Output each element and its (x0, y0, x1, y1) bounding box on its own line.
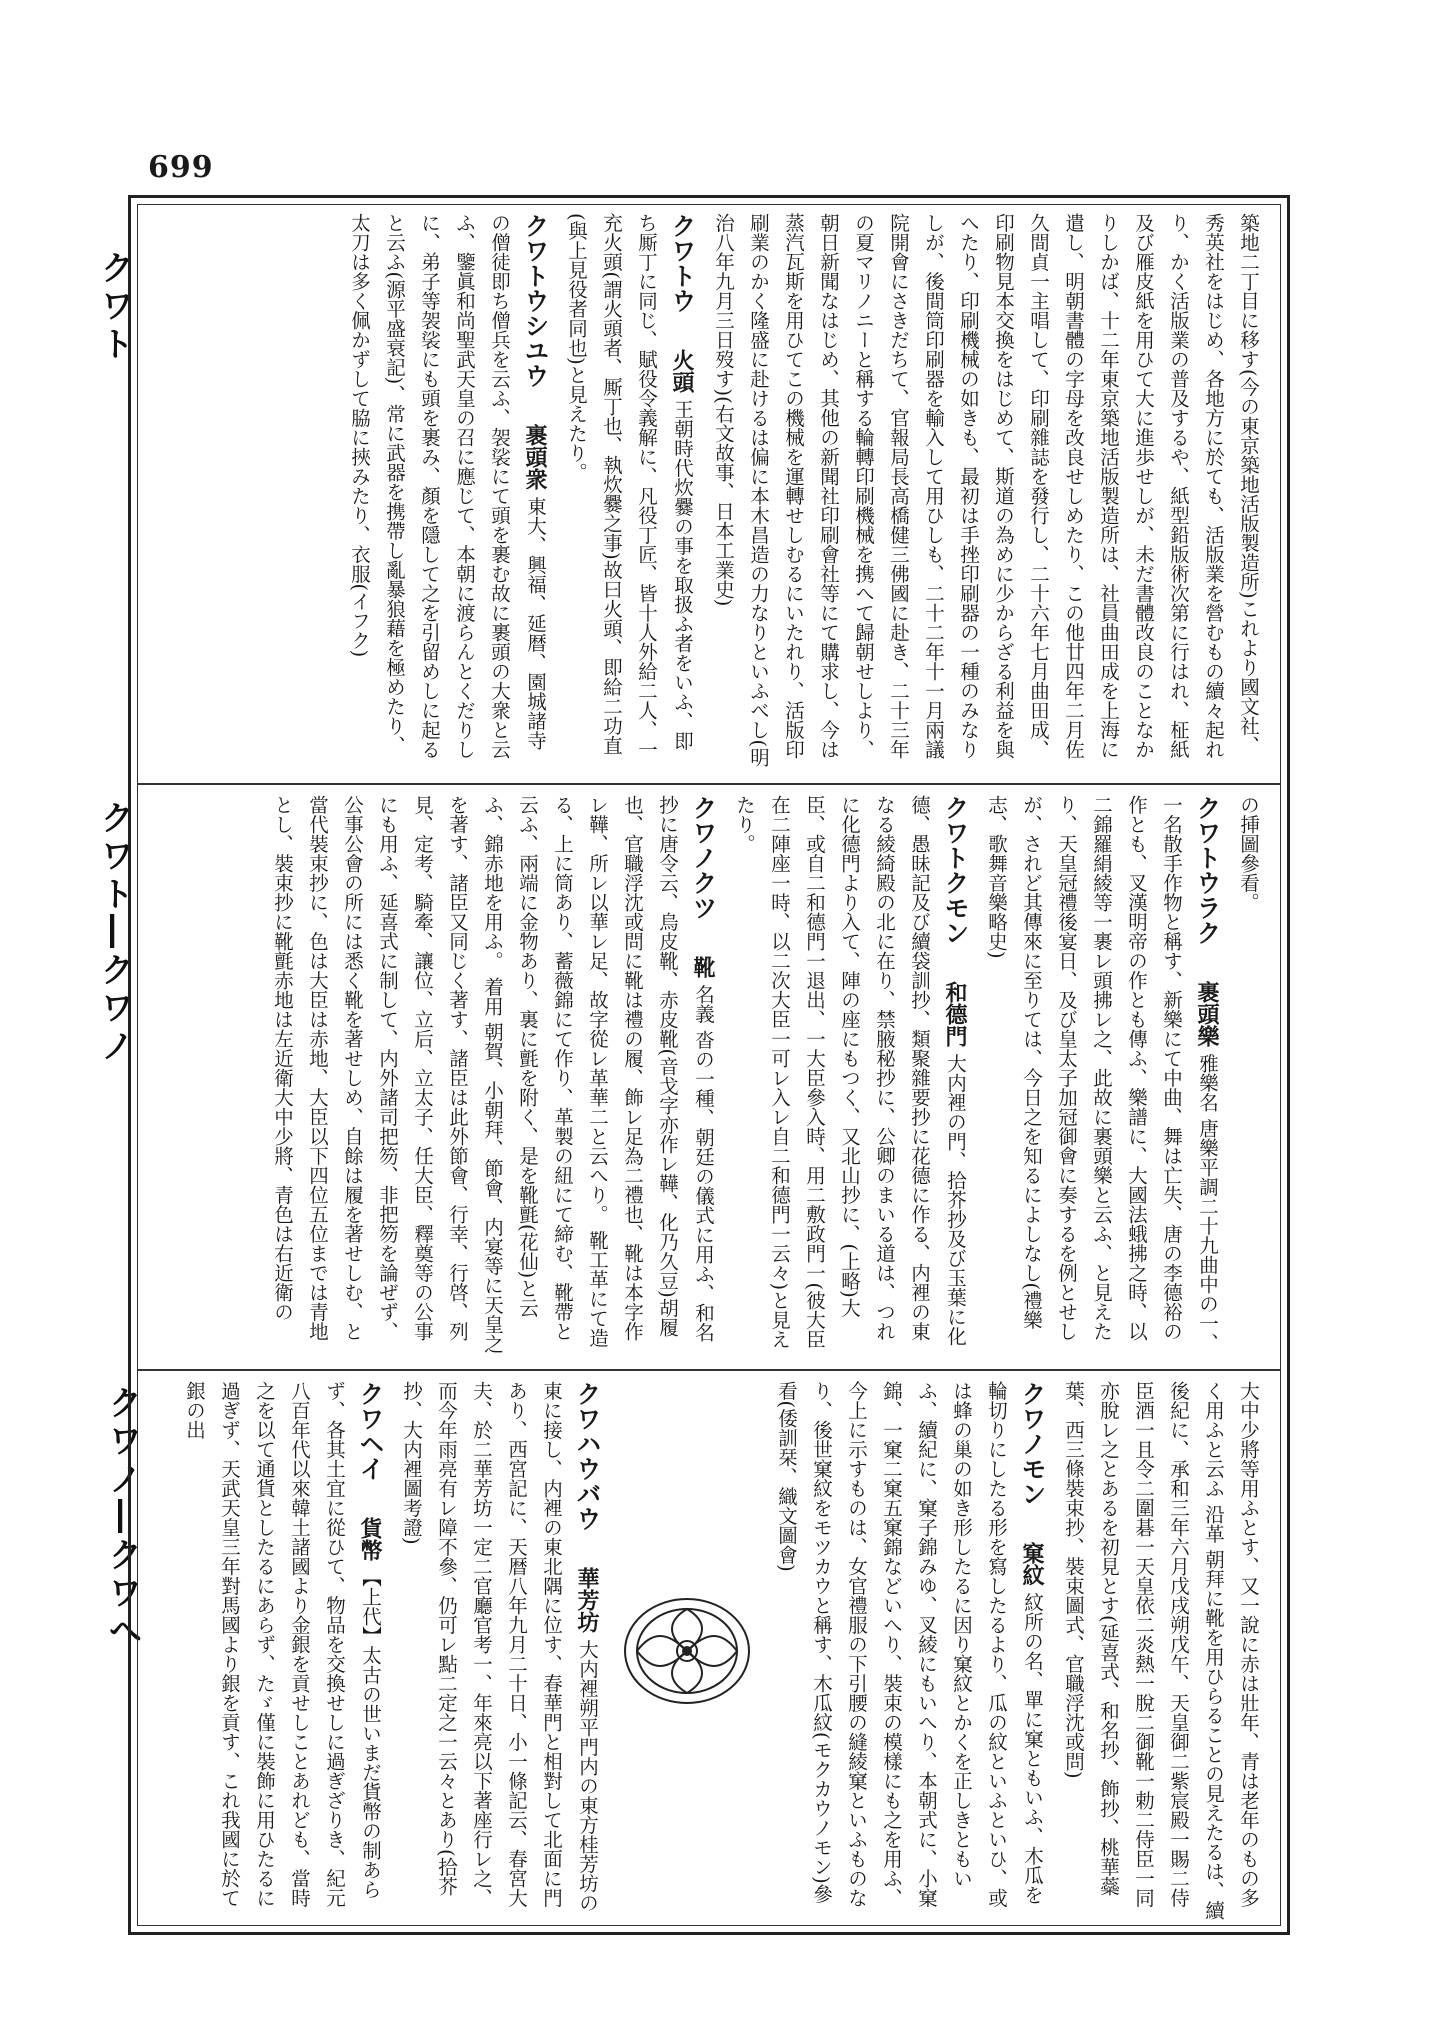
entry-text: 大内裡の門、拾芥抄及び玉葉に化德、愚昧記及び續袋訓抄、類聚雜要抄に花德に作る、内裡の東なる綾綺殿の北に在り、禁腋秘抄に、公卿のまいる道は、つれに化德門より入て、陣の座にもつく、又北山抄に、(上略)大臣、或自二和德門一退出、一大臣參入時、用二敷政門一(彼大臣在二陣座一時、以二次大臣一可レ入レ自二和德門一云々)と見えたり。 (733, 795, 967, 1349)
side-label-top: クワト (94, 250, 134, 364)
entry-kwahoubou (394, 1381, 605, 1921)
entry-headword: クワノモン (1018, 1381, 1047, 1506)
entry-text: 大中少將等用ふとす、又一說に赤は壯年、青は老年のもの多く用ふと云ふ 沿革 朝拜に靴を用ひらることの見えたるは、續後紀に、承和三年六月戊戌朔戊午、天皇御二紫宸殿一賜二侍臣酒一且令二圍碁一天皇依二炎熱一脫二御靴一勅二侍臣一同亦脫レ之とあるを初見とす(延喜式、和名抄、飾抄、桃華蘂葉、西三條裝束抄、裝束圖式、官職浮沈或問) (1062, 1381, 1260, 1920)
entry-kanji: 裹頭衆 (522, 424, 548, 491)
entry-continuation-kutsu (1056, 1381, 1266, 1921)
entry-kanji: 貨幣 (357, 1517, 383, 1562)
band-divider-2 (138, 1369, 1280, 1371)
entry-headword: クワトウ (668, 213, 697, 313)
entry-text: 大内裡朔平門内の東方桂芳坊の東に接し、内裡の東北隅に位す、春華門と相對して北面に門あり、西宮記に、天暦八年九月二十日、小一條記云、春宮大夫、於二華芳坊一定二官廳官考一、年來亮以下著座行レ之、而今年雨亮有レ障不參、仍可レ點二定之一云々とあり(拾芥抄、大内裡圖考證) (400, 1381, 599, 1913)
entry-text: 王朝時代炊爨の事を取扱ふ者をいふ、即ち厮丁に同じ、賦役令義解に、凡役丁匠、皆十人外給二人、一充火頭(謂火頭者、厮丁也、執炊爨之事)故曰火頭、即給二功直(與上見役者同也)と見えたり。 (565, 213, 694, 759)
entry-headword: クワトウラク (1193, 795, 1222, 945)
entry-text: 雅樂名 唐樂平調二十九曲中の一、一名散手作物と稱す、新樂にて中曲、舞は亡失、唐の李德裕の作とも、叉漢明帝の作とも傳ふ、樂譜に、大國法蛾拂之時、以二錦羅絹綾等一裹レ頭拂レ之、此故に裹頭樂と云ふ、と見えたり、天皇冠禮後宴日、及び皇太子加冠御會に奏するを例とせしが、されど其傳來に至りては、今日之を知るによしなし(禮樂志、歌舞音樂略史) (985, 795, 1219, 1353)
kwa-crest-emblem-icon (617, 1591, 757, 1711)
entry-kanji: 華芳坊 (574, 1567, 600, 1634)
entry-kanji: 靴 (690, 956, 716, 979)
page-number: 699 (148, 150, 214, 185)
band-top (138, 205, 1280, 775)
entry-text: 築地二丁目に移す(今の東京築地活版製造所)これより國文社、秀英社をはじめ、各地方に於ても、活版業を營むもの續々起れり、かく活版業の普及するや、紙型鉛版術次第に行はれ、柾紙及び雁皮紙を用ひて大に進歩せしが、未だ書體改良のことなかりしかば、十二年東京築地活版製造所は、社員曲田成を上海に遣し、明朝書體の字母を改良せしめたり、この他廿四年二月佐久間貞一主唱して、印刷雜誌を發行し、二十六年七月曲田成、印刷物見本交換をはじめて、斯道の為めに少からざる利益を與へたり、印刷機械の如きも、最初は手挫印刷器の一種のみなりしが、後間筒印刷器を輸入して用ひしも、二十二年十一月兩議院開會にさきだちて、官報局長高橋健三佛國に赴き、二十三年の夏マリノニーと稱する輪轉印刷機械を携へて歸朝せしより、朝日新聞なはじめ、其他の新聞社印刷會社等にて購求し、今は蒸汽瓦斯を用ひてこの機械を運轉せしむるにいたれり、活版印刷業のかく隆盛に赴けるは偏に本木昌造の力なりといふべし(明治八年九月三日歿す)(右文故事、日本工業史) (712, 213, 1260, 767)
entry-kwahei (177, 1381, 388, 1921)
entry-text: 紋所の名、單に窠ともいふ、木瓜を輪切りにしたる形を寫したるより、瓜の紋といふといひ、或は蜂の巢の如き形したるに因り窠紋とかくを正しきともいふ、續紀に、窠子錦みゆ、叉綾にもいへり、本朝式に、小窠錦、一窠二窠五窠錦などいへり、裝束の模樣にも之を用ふ、今上に示すものは、女官禮服の下引腰の縫綾窠といふものなり、後世窠紋をモツカウと稱す、木瓜紋(モクカウノモン)參看(倭訓栞、織文圖會) (775, 1381, 1044, 1908)
entry-kwatou (559, 213, 700, 767)
entry-kwatokumon (727, 795, 973, 1355)
entry-headword: クワトクモン (941, 795, 970, 945)
entry-headword: クワヘイ (356, 1381, 385, 1481)
page-frame (128, 195, 1290, 1935)
entry-headword: クワハウバウ (573, 1381, 602, 1531)
band-middle (138, 787, 1280, 1363)
entry-kanji: 和德門 (942, 981, 968, 1048)
entry-kanji: 裹頭樂 (1194, 981, 1220, 1048)
entry-text: の挿圖參看。 (1237, 795, 1260, 912)
entry-kwanomon (769, 1381, 1050, 1921)
entry-kanji: 窠紋 (1019, 1542, 1045, 1587)
entry-kanji: 火頭 (669, 349, 695, 394)
band-bottom (138, 1373, 1280, 1929)
entry-kwatoushuu (342, 213, 553, 767)
side-label-bottom: クワノ―クワへ (102, 1385, 142, 1651)
entry-text: 東大、興福、延暦、園城諸寺の僧徒即ち僧兵を云ふ、袈裟にて頭を裹む故に裹頭の大衆と云ふ、鑒眞和尚聖武天皇の召に應じて、本朝に渡らんとくだりしに、弟子等袈裟にも頭を裹み、顏を隱して之を引留めしに起ると云ふ(源平盛衰記)、常に武器を携帶し亂暴狼藉を極めたり、太刀は多く佩かずして脇に挾みたり、衣服(イフク) (348, 213, 547, 759)
entry-text: 【上代】太古の世いまだ貨幣の制あらず、各其土宜に從ひて、物品を交換せしに過ぎざりき、紀元八百年代以來韓土諸國より金銀を貢せしことあれども、當時之を以て通貨としたるにあらず、たゞ僅に裝飾に用ひたるに過ぎず、天武天皇三年對馬國より銀を貢す、これ我國に於て銀の出 (183, 1381, 382, 1908)
entry-continuation-figure (1231, 795, 1266, 1355)
entry-headword: クワノクツ (689, 795, 718, 920)
entry-kwanokutsu (265, 795, 721, 1355)
band-divider-1 (138, 783, 1280, 785)
entry-continuation-printing (706, 213, 1266, 767)
entry-text: 名義 沓の一種、朝廷の儀式に用ふ、和名抄に唐令云、烏皮靴、赤皮靴(音戈字亦作レ鞾、化乃久豆)胡履也、官職浮沈或問に靴は禮の履、飾レ足為二禮也、靴は本字作レ鞾、所レ以華レ足、故字從レ革華二と云へり。 靴工革にて造る、上に筒あり、蓄薇錦にて作り、革製の紐にて締む、靴帶と云ふ、兩端に金物あり、裏に氈を附く、是を靴氈(花仙)と云ふ、錦赤地を用ふ。 着用 朝賀、小朝拜、節會、内宴等に天皇之を著す、諸臣又同じく著す、諸臣は此外節會、行幸、行啓、列見、定考、騎牽、讓位、立后、立太子、任大臣、釋奠等の公事にも用ふ、延喜式に制して、内外諸司把笏、非把笏を論ぜず、公事公會の所には悉く靴を著せしめ、自餘は履を著せしむ、と當代裝束抄に、色は大臣は赤地、大臣以下四位五位までは青地とし、裝束抄に靴氈赤地は左近衛大中少將、青色は右近衛の (271, 795, 715, 1354)
page-inner-frame (137, 204, 1281, 1926)
side-label-middle: クワト―クワノ (94, 800, 134, 1066)
entry-kwatouraku (979, 795, 1225, 1355)
entry-headword: クワトウシユウ (521, 213, 550, 388)
